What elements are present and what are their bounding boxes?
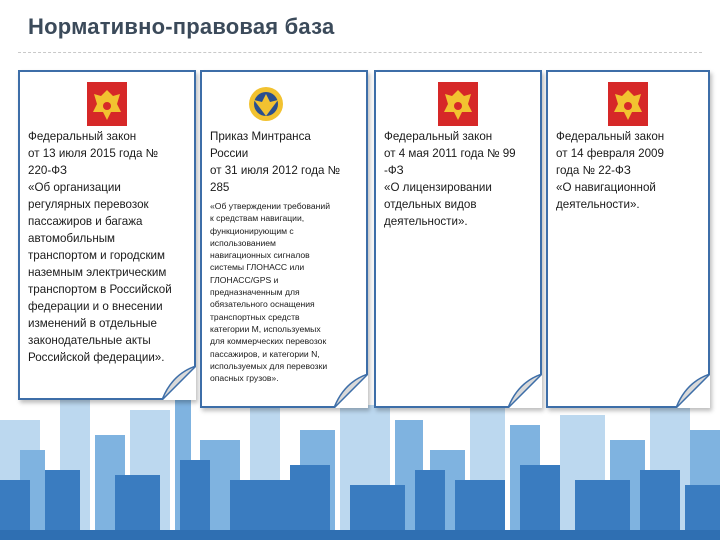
page-title: Нормативно-правовая база (28, 14, 335, 39)
law-card-1 (18, 70, 196, 400)
coat-of-arms-icon (608, 82, 648, 126)
card-2-subtext: «Об утверждении требований к средствам навигации, функционирующим с использованием навигационных сигналов системы ГЛОНАСС или ГЛОНАСС/GPS и предназначенным для обязательного оснащения транспортных средств категории М, используемых для коммерческих перевозок пассажиров, и категории N, используемых для перевозки опасных грузов». (210, 201, 331, 384)
page-curl-icon (676, 374, 710, 408)
law-card-3 (374, 70, 542, 408)
coat-of-arms-icon (87, 82, 127, 126)
law-card-2 (200, 70, 368, 408)
card-1-text: Федеральный закон от 13 июля 2015 года № 220-ФЗ «Об организации регулярных перевозок пассажиров и багажа автомобильным транспортом и городским наземным электрическим транспортом в Российской федерации и о внесении изменений в отдельные законодательные акты Российской федерации». (28, 130, 172, 364)
mintrans-emblem-icon (246, 82, 286, 126)
coat-of-arms-icon (438, 82, 478, 126)
page-curl-icon (508, 374, 542, 408)
card-4-text: Федеральный закон от 14 февраля 2009 года № 22-ФЗ «О навигационной деятельности». (556, 130, 665, 211)
card-3-text: Федеральный закон от 4 мая 2011 года № 99 -ФЗ «О лицензировании отдельных видов деятельности». (384, 130, 516, 228)
card-2-title: Приказ Минтранса России от 31 июля 2012 года № 285 (210, 130, 341, 194)
title-divider (18, 52, 702, 53)
page-curl-icon (334, 374, 368, 408)
page-curl-icon (162, 366, 196, 400)
law-card-4 (546, 70, 710, 408)
